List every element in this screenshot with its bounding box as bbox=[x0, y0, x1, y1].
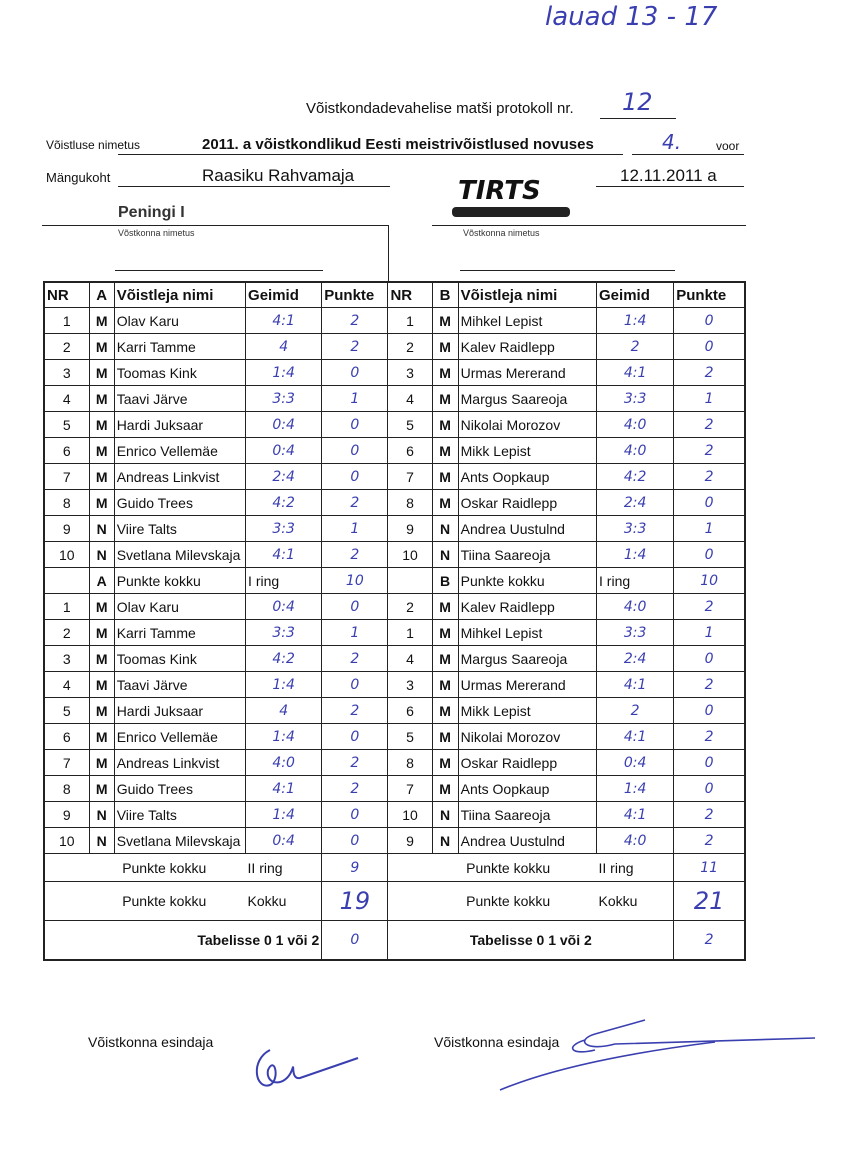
player-a-name: Andreas Linkvist bbox=[114, 750, 245, 776]
player-b-name: Margus Saareoja bbox=[458, 646, 596, 672]
player-b-nr: 5 bbox=[388, 724, 432, 750]
round-number: 4. bbox=[662, 130, 682, 154]
player-b-name: Mihkel Lepist bbox=[458, 620, 596, 646]
player-b-points: 2 bbox=[674, 672, 745, 698]
col-nr-a: NR bbox=[44, 282, 89, 308]
player-a-nr: 10 bbox=[44, 542, 89, 568]
round1-total-b: 10 bbox=[674, 568, 745, 594]
round2-row bbox=[44, 750, 745, 776]
player-b-group: M bbox=[432, 334, 458, 360]
player-b-points: 2 bbox=[674, 828, 745, 854]
player-a-group: M bbox=[89, 360, 114, 386]
round2-total-b: 11 bbox=[674, 854, 745, 882]
player-b-name: Ants Oopkaup bbox=[458, 776, 596, 802]
player-b-nr: 7 bbox=[388, 464, 432, 490]
col-player-b: Võistleja nimi bbox=[458, 282, 596, 308]
player-b-nr: 10 bbox=[388, 542, 432, 568]
player-a-group: M bbox=[89, 438, 114, 464]
player-a-name: Hardi Juksaar bbox=[114, 698, 245, 724]
player-b-nr: 2 bbox=[388, 334, 432, 360]
player-b-nr: 7 bbox=[388, 776, 432, 802]
player-b-group: M bbox=[432, 672, 458, 698]
col-group-a: A bbox=[89, 282, 114, 308]
player-b-name: Ants Oopkaup bbox=[458, 464, 596, 490]
player-a-nr: 3 bbox=[44, 360, 89, 386]
corner-note: lauad 13 - 17 bbox=[545, 2, 718, 32]
round2-row bbox=[44, 672, 745, 698]
event-name: 2011. a võistkondlikud Eesti meistrivõistlused novuses bbox=[202, 136, 594, 153]
player-a-nr: 1 bbox=[44, 308, 89, 334]
player-b-group: M bbox=[432, 386, 458, 412]
player-a-group: M bbox=[89, 776, 114, 802]
player-b-name: Mikk Lepist bbox=[458, 438, 596, 464]
player-a-group: M bbox=[89, 646, 114, 672]
round-label: voor bbox=[716, 139, 740, 153]
team-a-name: Peningi I bbox=[118, 204, 185, 221]
player-b-points: 0 bbox=[674, 308, 745, 334]
player-a-group: N bbox=[89, 802, 114, 828]
player-b-name: Andrea Uustulnd bbox=[458, 516, 596, 542]
match-date: 12.11.2011 a bbox=[620, 166, 717, 185]
player-b-games: 4:1 bbox=[597, 360, 674, 386]
player-a-name: Olav Karu bbox=[114, 308, 245, 334]
player-b-group: M bbox=[432, 698, 458, 724]
player-a-points: 0 bbox=[322, 412, 388, 438]
grand-total-a: 19 bbox=[322, 882, 388, 921]
player-a-points: 0 bbox=[322, 464, 388, 490]
player-a-nr: 6 bbox=[44, 724, 89, 750]
player-a-group: M bbox=[89, 308, 114, 334]
player-b-name: Mihkel Lepist bbox=[458, 308, 596, 334]
player-b-nr: 8 bbox=[388, 750, 432, 776]
results-table bbox=[43, 281, 746, 961]
player-a-points: 0 bbox=[322, 828, 388, 854]
round2-row bbox=[44, 646, 745, 672]
player-b-games: 4:1 bbox=[597, 802, 674, 828]
player-a-nr: 8 bbox=[44, 776, 89, 802]
player-b-name: Kalev Raidlepp bbox=[458, 334, 596, 360]
round1-row bbox=[44, 360, 745, 386]
player-a-name: Guido Trees bbox=[114, 776, 245, 802]
player-b-points: 2 bbox=[674, 802, 745, 828]
player-a-points: 1 bbox=[322, 386, 388, 412]
player-a-games: 0:4 bbox=[246, 828, 322, 854]
player-b-group: M bbox=[432, 490, 458, 516]
player-a-games: 4 bbox=[246, 334, 322, 360]
player-a-games: 3:3 bbox=[246, 620, 322, 646]
player-a-nr: 7 bbox=[44, 750, 89, 776]
round2-row bbox=[44, 698, 745, 724]
player-b-games: 4:1 bbox=[597, 672, 674, 698]
player-a-games: 3:3 bbox=[246, 516, 322, 542]
grand-total-label-b: Punkte kokku bbox=[458, 882, 596, 921]
round2-row bbox=[44, 776, 745, 802]
round2-row bbox=[44, 594, 745, 620]
player-a-games: 4:1 bbox=[246, 776, 322, 802]
round1-row bbox=[44, 386, 745, 412]
table-header-row bbox=[44, 282, 745, 308]
player-a-games: 2:4 bbox=[246, 464, 322, 490]
player-b-group: N bbox=[432, 516, 458, 542]
round1-total-row bbox=[44, 568, 745, 594]
player-a-games: 4:0 bbox=[246, 750, 322, 776]
player-b-games: 0:4 bbox=[597, 750, 674, 776]
player-a-nr: 4 bbox=[44, 386, 89, 412]
player-a-nr: 6 bbox=[44, 438, 89, 464]
venue: Raasiku Rahvamaja bbox=[202, 166, 355, 185]
player-b-nr: 6 bbox=[388, 438, 432, 464]
table-points-a: 0 bbox=[322, 921, 388, 961]
player-b-games: 3:3 bbox=[597, 620, 674, 646]
round1-total-label-a: Punkte kokku bbox=[114, 568, 245, 594]
player-b-games: 2 bbox=[597, 698, 674, 724]
player-a-points: 2 bbox=[322, 646, 388, 672]
grand-total-word-a: Kokku bbox=[246, 882, 322, 921]
table-points-b: 2 bbox=[674, 921, 745, 961]
team-b-signature bbox=[495, 1012, 825, 1097]
player-b-points: 0 bbox=[674, 698, 745, 724]
player-a-points: 2 bbox=[322, 334, 388, 360]
player-a-games: 0:4 bbox=[246, 594, 322, 620]
player-a-group: M bbox=[89, 750, 114, 776]
player-b-name: Urmas Mererand bbox=[458, 360, 596, 386]
player-a-group: M bbox=[89, 464, 114, 490]
player-a-name: Toomas Kink bbox=[114, 360, 245, 386]
player-a-games: 1:4 bbox=[246, 802, 322, 828]
protocol-label: Võistkondadevahelise matši protokoll nr. bbox=[306, 100, 574, 117]
player-b-group: M bbox=[432, 646, 458, 672]
team-b-caption: Võstkonna nimetus bbox=[463, 228, 540, 238]
player-a-group: N bbox=[89, 828, 114, 854]
team-a-rep-label: Võistkonna esindaja bbox=[88, 1034, 214, 1050]
player-a-name: Andreas Linkvist bbox=[114, 464, 245, 490]
player-b-points: 0 bbox=[674, 646, 745, 672]
player-b-group: M bbox=[432, 464, 458, 490]
player-a-points: 0 bbox=[322, 360, 388, 386]
player-a-name: Enrico Vellemäe bbox=[114, 724, 245, 750]
player-b-points: 2 bbox=[674, 412, 745, 438]
team-a-caption: Võstkonna nimetus bbox=[118, 228, 195, 238]
table-points-label-a: Tabelisse 0 1 või 2 bbox=[44, 921, 322, 961]
player-b-name: Nikolai Morozov bbox=[458, 412, 596, 438]
player-b-name: Andrea Uustulnd bbox=[458, 828, 596, 854]
player-a-group: N bbox=[89, 516, 114, 542]
player-b-name: Mikk Lepist bbox=[458, 698, 596, 724]
player-b-games: 1:4 bbox=[597, 542, 674, 568]
player-a-points: 1 bbox=[322, 516, 388, 542]
round2-total-row bbox=[44, 854, 745, 882]
player-b-group: M bbox=[432, 438, 458, 464]
player-b-name: Oskar Raidlepp bbox=[458, 490, 596, 516]
player-a-points: 0 bbox=[322, 438, 388, 464]
player-a-games: 1:4 bbox=[246, 724, 322, 750]
player-a-group: M bbox=[89, 412, 114, 438]
player-b-nr: 8 bbox=[388, 490, 432, 516]
player-b-group: M bbox=[432, 412, 458, 438]
player-b-group: M bbox=[432, 308, 458, 334]
player-a-games: 1:4 bbox=[246, 360, 322, 386]
player-a-games: 4:1 bbox=[246, 542, 322, 568]
player-b-games: 2 bbox=[597, 334, 674, 360]
player-b-nr: 3 bbox=[388, 360, 432, 386]
player-a-points: 1 bbox=[322, 620, 388, 646]
player-a-name: Olav Karu bbox=[114, 594, 245, 620]
player-a-games: 4:1 bbox=[246, 308, 322, 334]
round1-row bbox=[44, 438, 745, 464]
col-points-a: Punkte bbox=[322, 282, 388, 308]
player-a-nr: 9 bbox=[44, 802, 89, 828]
player-a-points: 0 bbox=[322, 594, 388, 620]
round1-row bbox=[44, 308, 745, 334]
player-b-points: 0 bbox=[674, 542, 745, 568]
round2-row bbox=[44, 828, 745, 854]
player-b-group: N bbox=[432, 828, 458, 854]
player-a-group: M bbox=[89, 334, 114, 360]
player-a-name: Taavi Järve bbox=[114, 386, 245, 412]
player-b-group: M bbox=[432, 360, 458, 386]
grand-total-label-a: Punkte kokku bbox=[114, 882, 245, 921]
player-a-points: 2 bbox=[322, 698, 388, 724]
player-a-name: Toomas Kink bbox=[114, 646, 245, 672]
player-a-name: Hardi Juksaar bbox=[114, 412, 245, 438]
crossed-out-text bbox=[452, 207, 570, 217]
round2-row bbox=[44, 802, 745, 828]
player-b-nr: 1 bbox=[388, 308, 432, 334]
player-b-games: 3:3 bbox=[597, 516, 674, 542]
player-a-name: Enrico Vellemäe bbox=[114, 438, 245, 464]
player-b-nr: 9 bbox=[388, 828, 432, 854]
venue-label: Mängukoht bbox=[46, 170, 111, 185]
player-b-games: 1:4 bbox=[597, 308, 674, 334]
player-a-name: Karri Tamme bbox=[114, 334, 245, 360]
round2-ring-a: II ring bbox=[246, 854, 322, 882]
round1-row bbox=[44, 542, 745, 568]
player-b-group: M bbox=[432, 620, 458, 646]
grand-total-row bbox=[44, 882, 745, 921]
player-b-nr: 1 bbox=[388, 620, 432, 646]
player-b-name: Kalev Raidlepp bbox=[458, 594, 596, 620]
round1-row bbox=[44, 490, 745, 516]
round1-total-label-b: Punkte kokku bbox=[458, 568, 596, 594]
round1-row bbox=[44, 464, 745, 490]
player-b-games: 4:1 bbox=[597, 724, 674, 750]
player-b-points: 1 bbox=[674, 386, 745, 412]
player-a-group: M bbox=[89, 594, 114, 620]
player-a-group: M bbox=[89, 724, 114, 750]
player-a-nr: 2 bbox=[44, 620, 89, 646]
player-a-nr: 1 bbox=[44, 594, 89, 620]
player-b-points: 0 bbox=[674, 490, 745, 516]
player-a-name: Karri Tamme bbox=[114, 620, 245, 646]
player-a-games: 4:2 bbox=[246, 646, 322, 672]
player-a-points: 2 bbox=[322, 776, 388, 802]
player-b-nr: 2 bbox=[388, 594, 432, 620]
col-points-b: Punkte bbox=[674, 282, 745, 308]
round1-row bbox=[44, 412, 745, 438]
player-a-games: 0:4 bbox=[246, 412, 322, 438]
player-a-points: 2 bbox=[322, 490, 388, 516]
player-b-name: Tiina Saareoja bbox=[458, 542, 596, 568]
player-b-name: Nikolai Morozov bbox=[458, 724, 596, 750]
player-a-group: N bbox=[89, 542, 114, 568]
round1-row bbox=[44, 516, 745, 542]
player-a-points: 2 bbox=[322, 542, 388, 568]
player-b-games: 4:0 bbox=[597, 828, 674, 854]
player-b-name: Urmas Mererand bbox=[458, 672, 596, 698]
round2-row bbox=[44, 620, 745, 646]
round2-total-label-b: Punkte kokku bbox=[458, 854, 596, 882]
round1-row bbox=[44, 334, 745, 360]
player-a-games: 3:3 bbox=[246, 386, 322, 412]
col-games-a: Geimid bbox=[246, 282, 322, 308]
table-points-label-b: Tabelisse 0 1 või 2 bbox=[388, 921, 674, 961]
player-b-points: 1 bbox=[674, 620, 745, 646]
player-b-points: 1 bbox=[674, 516, 745, 542]
player-a-name: Svetlana Milevskaja bbox=[114, 828, 245, 854]
player-a-points: 0 bbox=[322, 724, 388, 750]
player-b-group: M bbox=[432, 776, 458, 802]
player-a-name: Taavi Järve bbox=[114, 672, 245, 698]
player-b-nr: 4 bbox=[388, 646, 432, 672]
player-b-group: M bbox=[432, 724, 458, 750]
total-b-letter: B bbox=[432, 568, 458, 594]
protocol-number: 12 bbox=[622, 88, 653, 116]
round2-ring-b: II ring bbox=[597, 854, 674, 882]
player-b-group: N bbox=[432, 802, 458, 828]
total-a-letter: A bbox=[89, 568, 114, 594]
player-b-games: 4:0 bbox=[597, 412, 674, 438]
player-a-name: Svetlana Milevskaja bbox=[114, 542, 245, 568]
player-a-group: M bbox=[89, 672, 114, 698]
player-a-nr: 5 bbox=[44, 412, 89, 438]
round1-total-a: 10 bbox=[322, 568, 388, 594]
player-b-games: 2:4 bbox=[597, 646, 674, 672]
col-player-a: Võistleja nimi bbox=[114, 282, 245, 308]
event-label: Võistluse nimetus bbox=[46, 138, 141, 152]
grand-total-b: 21 bbox=[674, 882, 745, 921]
player-b-name: Margus Saareoja bbox=[458, 386, 596, 412]
player-b-points: 2 bbox=[674, 438, 745, 464]
player-a-games: 4 bbox=[246, 698, 322, 724]
player-b-points: 2 bbox=[674, 594, 745, 620]
team-b-name: TIRTS bbox=[458, 176, 541, 206]
col-games-b: Geimid bbox=[597, 282, 674, 308]
col-nr-b: NR bbox=[388, 282, 432, 308]
player-b-nr: 4 bbox=[388, 386, 432, 412]
player-a-group: M bbox=[89, 698, 114, 724]
player-a-points: 0 bbox=[322, 672, 388, 698]
player-a-nr: 3 bbox=[44, 646, 89, 672]
player-a-group: M bbox=[89, 620, 114, 646]
player-b-points: 0 bbox=[674, 750, 745, 776]
player-b-group: N bbox=[432, 542, 458, 568]
round2-total-label-a: Punkte kokku bbox=[114, 854, 245, 882]
player-a-nr: 9 bbox=[44, 516, 89, 542]
player-a-name: Viire Talts bbox=[114, 802, 245, 828]
player-a-points: 2 bbox=[322, 308, 388, 334]
player-a-group: M bbox=[89, 386, 114, 412]
player-b-nr: 10 bbox=[388, 802, 432, 828]
player-a-games: 0:4 bbox=[246, 438, 322, 464]
col-group-b: B bbox=[432, 282, 458, 308]
player-b-nr: 9 bbox=[388, 516, 432, 542]
grand-total-word-b: Kokku bbox=[597, 882, 674, 921]
player-b-group: M bbox=[432, 594, 458, 620]
player-a-name: Viire Talts bbox=[114, 516, 245, 542]
player-a-nr: 10 bbox=[44, 828, 89, 854]
player-b-points: 0 bbox=[674, 334, 745, 360]
player-b-name: Tiina Saareoja bbox=[458, 802, 596, 828]
round2-total-a: 9 bbox=[322, 854, 388, 882]
player-b-name: Oskar Raidlepp bbox=[458, 750, 596, 776]
player-a-nr: 7 bbox=[44, 464, 89, 490]
player-a-nr: 2 bbox=[44, 334, 89, 360]
player-a-nr: 8 bbox=[44, 490, 89, 516]
player-b-games: 3:3 bbox=[597, 386, 674, 412]
player-b-games: 1:4 bbox=[597, 776, 674, 802]
player-b-points: 2 bbox=[674, 724, 745, 750]
player-a-points: 0 bbox=[322, 802, 388, 828]
player-b-points: 2 bbox=[674, 464, 745, 490]
player-a-games: 4:2 bbox=[246, 490, 322, 516]
player-b-nr: 3 bbox=[388, 672, 432, 698]
player-b-games: 4:0 bbox=[597, 438, 674, 464]
player-b-nr: 5 bbox=[388, 412, 432, 438]
round2-row bbox=[44, 724, 745, 750]
player-a-points: 2 bbox=[322, 750, 388, 776]
player-b-nr: 6 bbox=[388, 698, 432, 724]
player-b-games: 4:0 bbox=[597, 594, 674, 620]
team-b-rep-label: Võistkonna esindaja bbox=[434, 1034, 560, 1050]
player-b-games: 4:2 bbox=[597, 464, 674, 490]
player-b-group: M bbox=[432, 750, 458, 776]
player-a-nr: 5 bbox=[44, 698, 89, 724]
round1-ring-a: I ring bbox=[246, 568, 322, 594]
player-a-nr: 4 bbox=[44, 672, 89, 698]
player-a-games: 1:4 bbox=[246, 672, 322, 698]
table-points-row bbox=[44, 921, 745, 961]
team-a-signature bbox=[240, 1030, 380, 1100]
player-b-games: 2:4 bbox=[597, 490, 674, 516]
player-b-points: 0 bbox=[674, 776, 745, 802]
player-a-name: Guido Trees bbox=[114, 490, 245, 516]
player-b-points: 2 bbox=[674, 360, 745, 386]
round1-ring-b: I ring bbox=[597, 568, 674, 594]
player-a-group: M bbox=[89, 490, 114, 516]
